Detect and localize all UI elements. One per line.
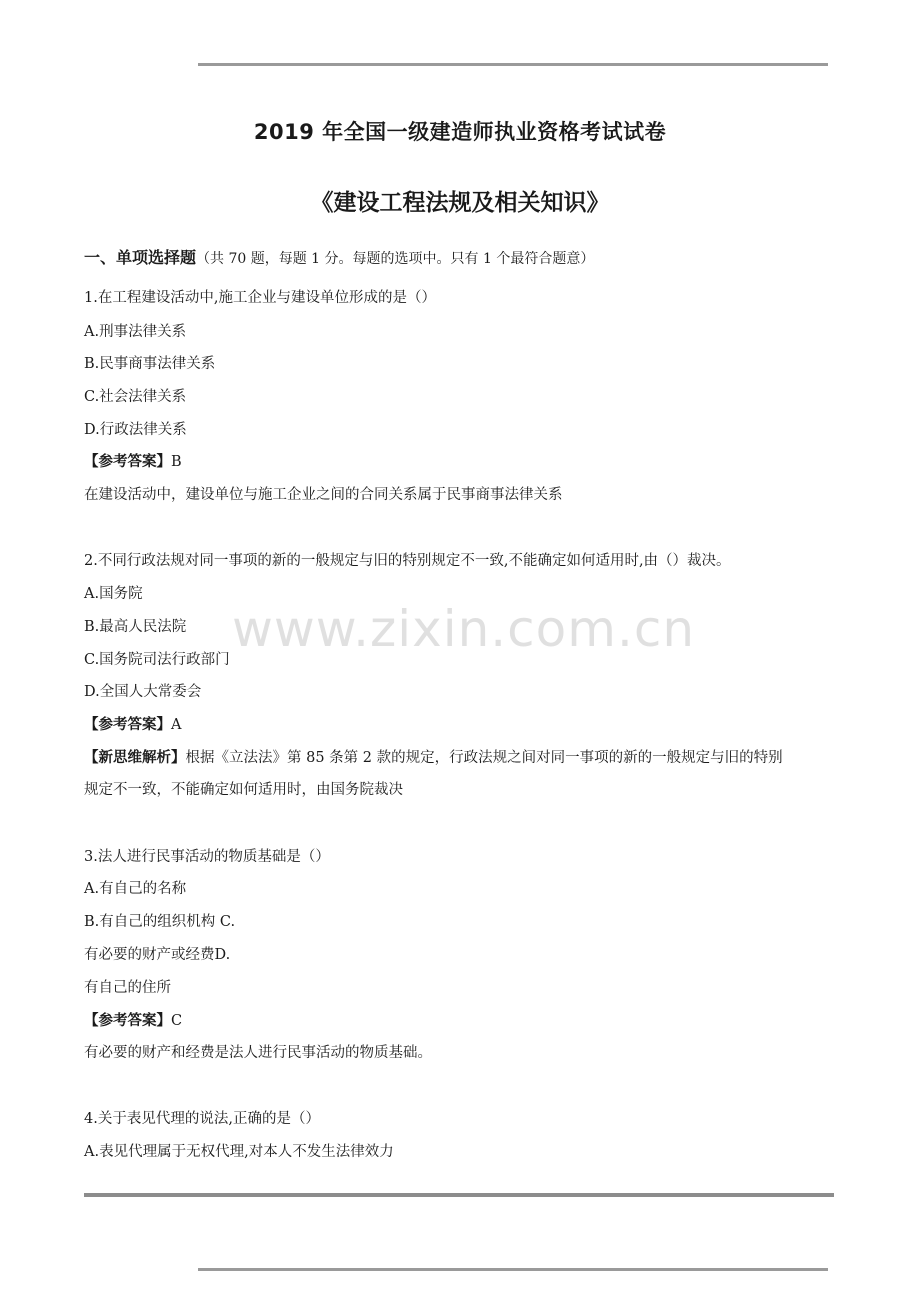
answer-value: A <box>171 717 182 733</box>
question-2-option-c: C.国务院司法行政部门 <box>84 652 230 668</box>
answer-tag: 【参考答案】 <box>84 454 171 470</box>
question-1-option-d: D.行政法律关系 <box>84 422 187 438</box>
question-2-stem: 2.不同行政法规对同一事项的新的一般规定与旧的特别规定不一致,不能确定如何适用时,由（）裁决。 <box>84 553 731 569</box>
question-2-option-d: D.全国人大常委会 <box>84 684 202 700</box>
answer-value: C <box>171 1013 183 1029</box>
section-note: （共 70 题，每题 1 分。每题的选项中。只有 1 个最符合题意） <box>196 251 595 267</box>
question-2-answer <box>84 715 181 735</box>
answer-tag: 【参考答案】 <box>84 717 171 733</box>
section-heading-row <box>84 248 594 269</box>
question-3-answer <box>84 1011 182 1031</box>
question-1-explanation: 在建设活动中，建设单位与施工企业之间的合同关系属于民事商事法律关系 <box>84 487 563 503</box>
question-2-option-a: A.国务院 <box>84 586 143 602</box>
watermark: www.zixin.com.cn <box>232 600 696 658</box>
question-2-analysis-cont: 规定不一致，不能确定如何适用时，由国务院裁决 <box>84 782 403 798</box>
analysis-text: 根据《立法法》第 85 条第 2 款的规定，行政法规之间对同一事项的新的一般规定与旧的特别 <box>185 750 783 766</box>
question-3-stem: 3.法人进行民事活动的物质基础是（） <box>84 849 330 865</box>
header-rule <box>198 63 828 66</box>
question-3-explanation: 有必要的财产和经费是法人进行民事活动的物质基础。 <box>84 1045 432 1061</box>
question-2-option-b: B.最高人民法院 <box>84 619 187 635</box>
question-3-option-a: A.有自己的名称 <box>84 881 187 897</box>
question-1-option-b: B.民事商事法律关系 <box>84 356 216 372</box>
question-1-option-c: C.社会法律关系 <box>84 389 187 405</box>
analysis-tag: 【新思维解析】 <box>84 750 186 766</box>
question-2-analysis <box>84 748 783 768</box>
answer-tag: 【参考答案】 <box>84 1013 171 1029</box>
document-subtitle: 《建设工程法规及相关知识》 <box>310 190 610 216</box>
question-4-option-a: A.表见代理属于无权代理,对本人不发生法律效力 <box>84 1144 394 1160</box>
answer-value: B <box>171 454 182 470</box>
question-1-option-a: A.刑事法律关系 <box>84 324 187 340</box>
document-title: 2019 年全国一级建造师执业资格考试试卷 <box>253 120 667 144</box>
question-4-stem: 4.关于表见代理的说法,正确的是（） <box>84 1111 320 1127</box>
question-3-option-d: 有自己的住所 <box>84 980 171 996</box>
page-bottom-rule <box>84 1193 834 1197</box>
footer-rule <box>198 1268 828 1271</box>
question-1-answer <box>84 452 182 472</box>
question-1-stem: 1.在工程建设活动中,施工企业与建设单位形成的是（） <box>84 290 436 306</box>
section-heading: 一、单项选择题 <box>84 248 197 267</box>
question-3-option-b: B.有自己的组织机构 C. <box>84 914 236 930</box>
question-3-option-c: 有必要的财产或经费D. <box>84 947 231 963</box>
